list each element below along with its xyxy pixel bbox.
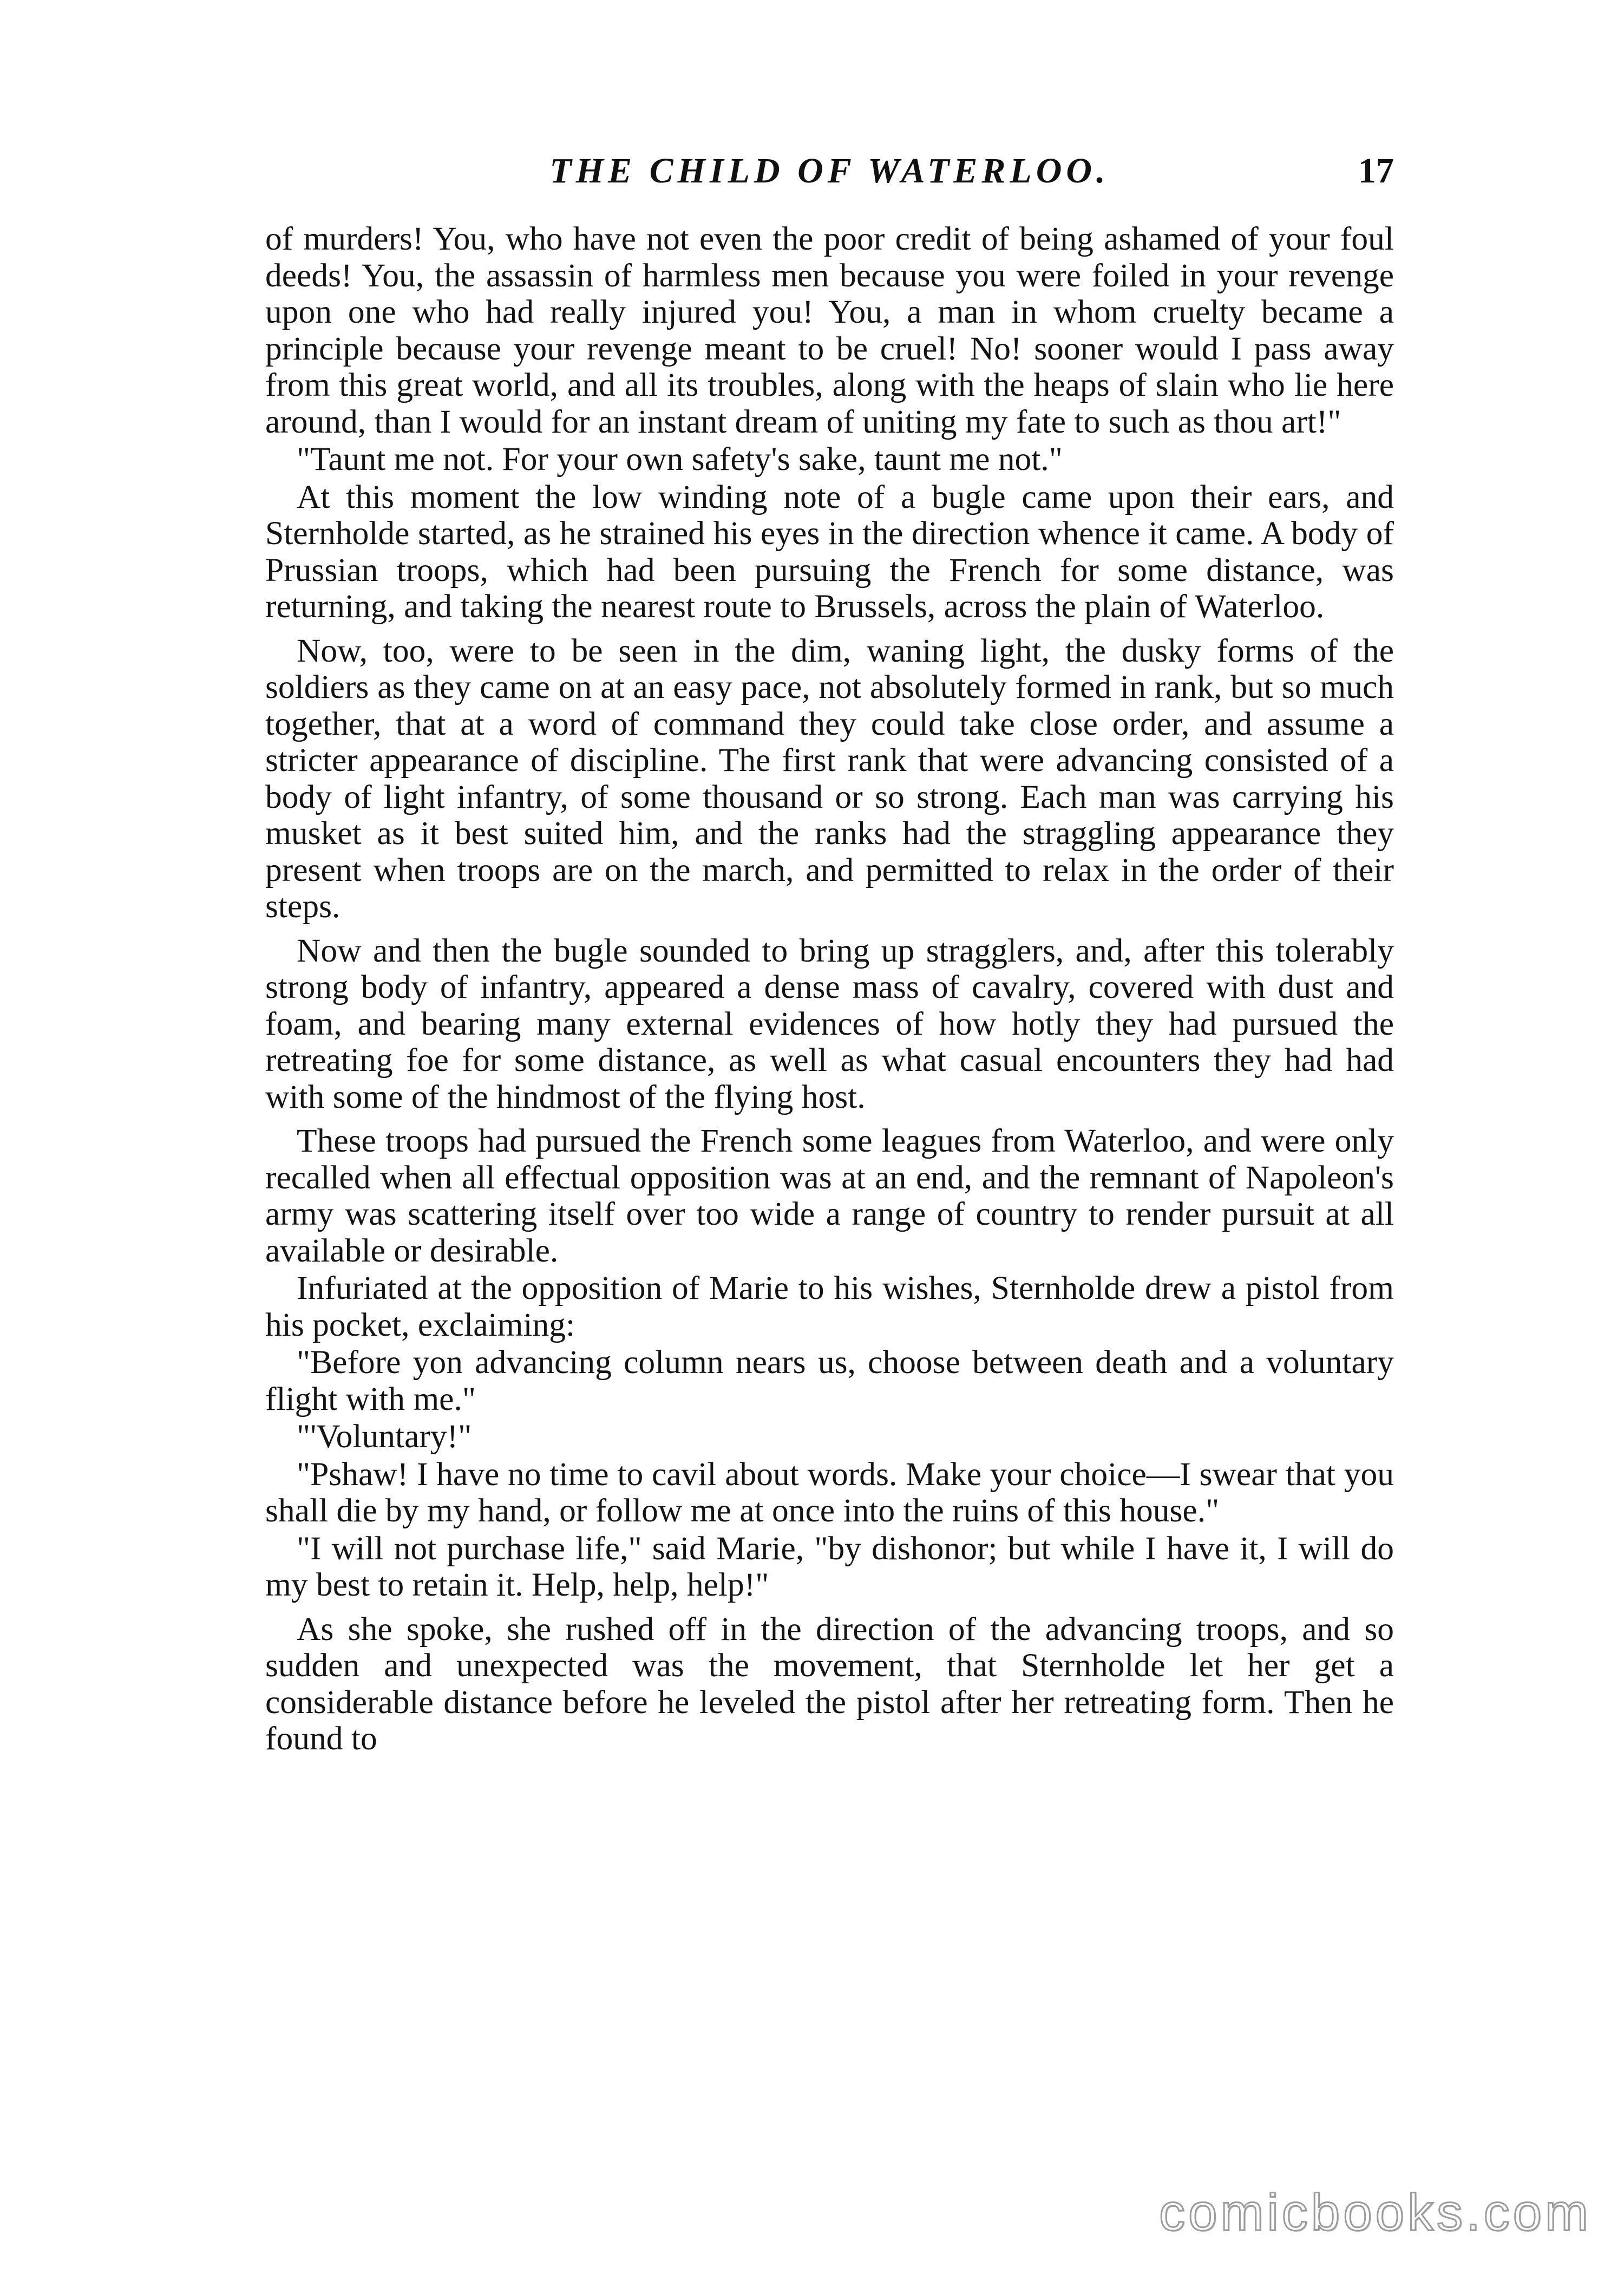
paragraph-2: "Taunt me not. For your own safety's sake, taunt me not." [297, 441, 1063, 478]
paragraph-7: Infuriated at the opposition of Marie to his wishes, Sternholde drew a pistol from his pocket, exclaiming: [265, 1270, 1394, 1343]
paragraph-4: Now, too, were to be seen in the dim, waning light, the dusky forms of the soldiers as they came on at an easy pace, not absolutely formed in rank, but so much together, that at a word of command they could take close order, and assume a stricter appearance of discipline. The first rank that were advancing consisted of a body of light infantry, of some thousand or so strong. Each man was carrying his musket as it best suited him, and the ranks had the straggling appearance they present when troops are on the march, and permitted to relax in the order of their steps. [265, 632, 1394, 925]
running-title: THE CHILD OF WATERLOO. [549, 151, 1110, 191]
paragraph-3: At this moment the low winding note of a bugle came upon their ears, and Sternholde started, as he strained his eyes in the direction whence it came. A body of Prussian troops, which had been pursuing the French for some distance, was returning, and taking the nearest route to Brussels, across the plain of Waterloo. [265, 478, 1394, 625]
body-text [265, 221, 1394, 1759]
page-header [265, 145, 1394, 205]
paragraph-8: "Before yon advancing column nears us, choose between death and a voluntary flight with me." [265, 1344, 1394, 1417]
paragraph-12: As she spoke, she rushed off in the direction of the advancing troops, and so sudden and unexpected was the movement, that Sternholde let her get a considerable distance before he leveled the pistol after her retreating form. Then he found to [265, 1610, 1394, 1757]
paragraph-10: "Pshaw! I have no time to cavil about words. Make your choice—I swear that you shall die by my hand, or follow me at once into the ruins of this house." [265, 1455, 1394, 1529]
watermark: comicbooks.com [1159, 2184, 1592, 2242]
paragraph-5: Now and then the bugle sounded to bring up stragglers, and, after this tolerably strong body of infantry, appeared a dense mass of cavalry, covered with dust and foam, and bearing many external evidences of how hotly they had pursued the retreating foe for some distance, as well as what casual encounters they had had with some of the hindmost of the flying host. [265, 932, 1394, 1115]
page-number: 17 [1358, 151, 1394, 191]
paragraph-9: "'Voluntary!" [297, 1418, 472, 1455]
paragraph-1: of murders! You, who have not even the poor credit of being ashamed of your foul deeds! You, the assassin of harmless men because you were foiled in your revenge upon one who had really injured you! You, a man in whom cruelty became a principle because your revenge meant to be cruel! No! sooner would I pass away from this great world, and all its troubles, along with the heaps of slain who lie here around, than I would for an instant dream of uniting my fate to such as thou art!" [265, 220, 1394, 440]
paragraph-11: "I will not purchase life," said Marie, "by dishonor; but while I have it, I will do my best to retain it. Help, help, help!" [265, 1530, 1394, 1603]
paragraph-6: These troops had pursued the French some leagues from Waterloo, and were only recalled when all effectual opposition was at an end, and the remnant of Napoleon's army was scattering itself over too wide a range of country to render pursuit at all available or desirable. [265, 1122, 1394, 1269]
